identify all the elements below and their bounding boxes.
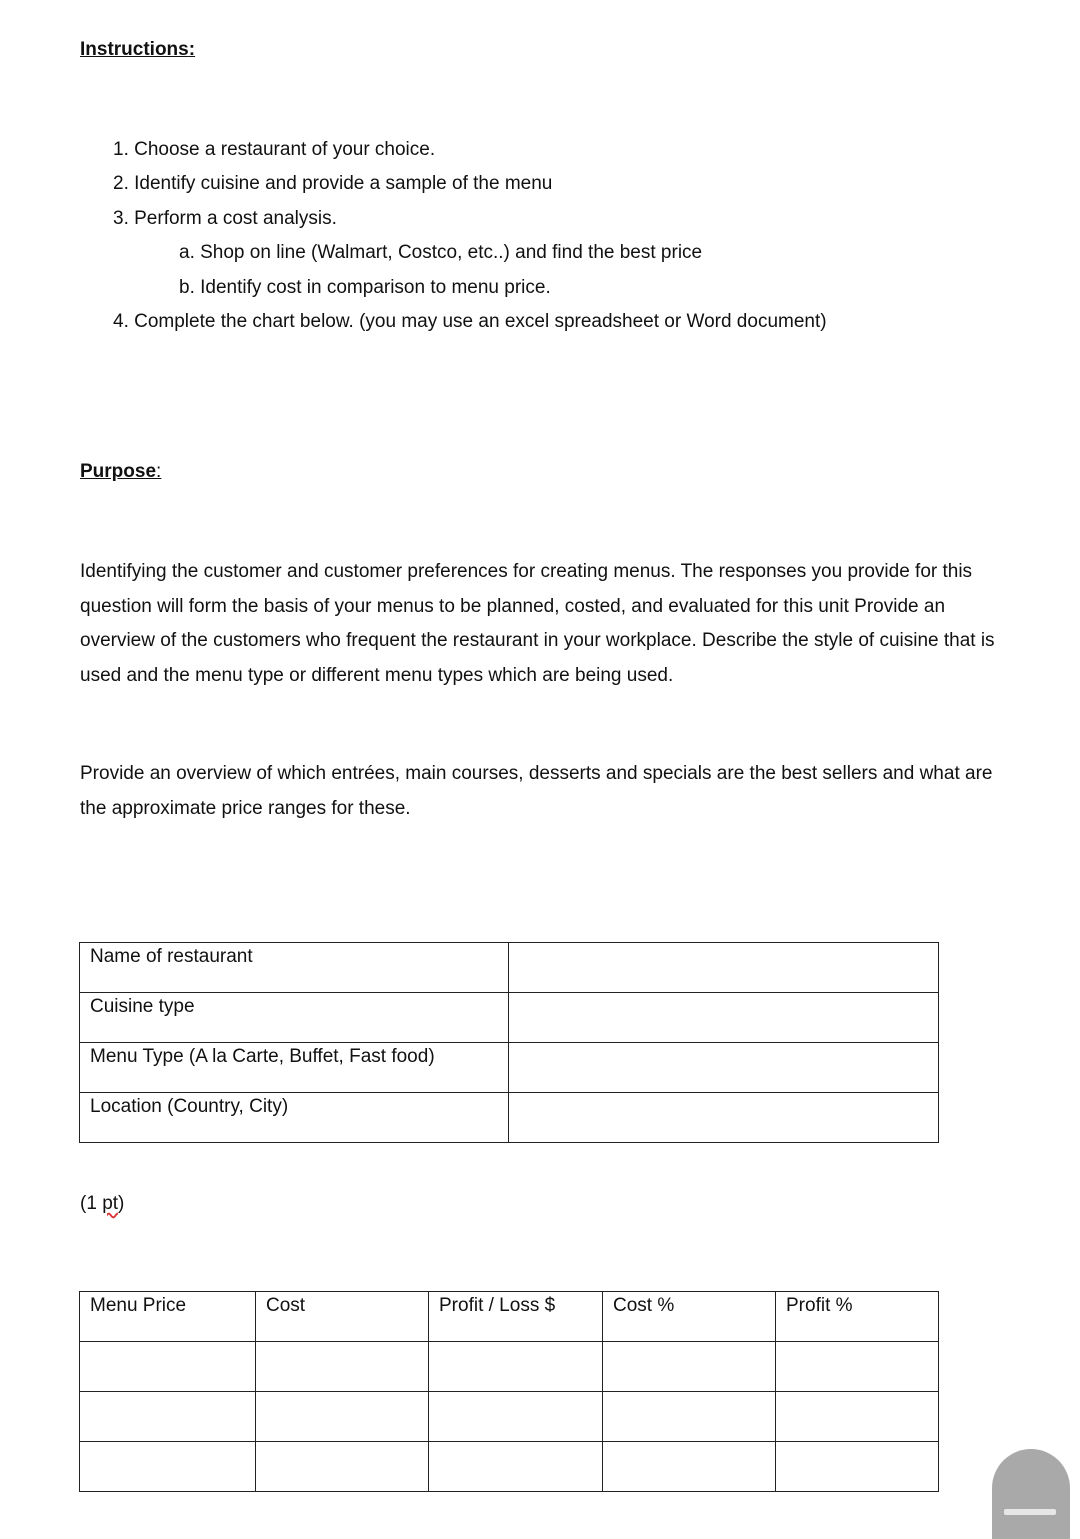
points-open: (1 (80, 1193, 103, 1214)
instructions-heading-colon: : (188, 39, 196, 60)
info-row-menu-type (80, 1043, 939, 1093)
instruction-item-4: 4. Complete the chart below. (you may use an excel spreadsheet or Word document) (113, 311, 827, 332)
info-value-cell[interactable] (509, 1043, 939, 1093)
info-value-cell[interactable] (509, 993, 939, 1043)
instruction-item-2: 2. Identify cuisine and provide a sample of the menu (113, 173, 553, 194)
header-cost: Cost (256, 1292, 429, 1342)
info-label-cell: Cuisine type (80, 993, 509, 1043)
table-cell[interactable] (429, 1392, 603, 1442)
info-label-cell: Menu Type (A la Carte, Buffet, Fast food) (80, 1043, 509, 1093)
table-cell[interactable] (776, 1342, 939, 1392)
purpose-paragraph-1-text: Identifying the customer and customer preferences for creating menus. The responses you provide for this question will form the basis of your menus to be planned, costed, and evaluated for this unit Provide an overview of the customers who frequent the restaurant in your workplace. Describe the style of cuisine that is used and the menu type or different menu types which are being used. (80, 561, 995, 686)
table-cell[interactable] (776, 1442, 939, 1492)
table-cell[interactable] (429, 1342, 603, 1392)
table-cell[interactable] (256, 1442, 429, 1492)
purpose-paragraph-2 (80, 757, 1010, 826)
handle-bar-icon (1004, 1509, 1056, 1515)
instructions-heading (80, 39, 195, 61)
table-cell[interactable] (429, 1442, 603, 1492)
points-label (80, 1193, 124, 1215)
header-profit-percent: Profit % (776, 1292, 939, 1342)
table-cell[interactable] (603, 1392, 776, 1442)
info-row-name (80, 943, 939, 993)
purpose-heading (80, 461, 161, 483)
header-menu-price: Menu Price (80, 1292, 256, 1342)
table-cell[interactable] (80, 1442, 256, 1492)
table-cell[interactable] (256, 1392, 429, 1442)
instruction-subitem-a: a. Shop on line (Walmart, Costco, etc..) and find the best price (179, 242, 703, 263)
instructions-heading-text: Instructions (80, 39, 189, 60)
instruction-subitem-b: b. Identify cost in comparison to menu price. (179, 277, 551, 298)
info-value-cell[interactable] (509, 943, 939, 993)
restaurant-info-table (79, 942, 939, 1143)
purpose-heading-colon: : (156, 461, 162, 482)
cost-row (80, 1392, 939, 1442)
info-row-cuisine (80, 993, 939, 1043)
purpose-heading-text: Purpose (80, 461, 157, 482)
cost-row (80, 1442, 939, 1492)
instruction-item-1: 1. Choose a restaurant of your choice. (113, 139, 436, 160)
points-close: ) (118, 1193, 125, 1214)
cost-analysis-table (79, 1291, 939, 1492)
cost-header-row (80, 1292, 939, 1342)
info-row-location (80, 1093, 939, 1143)
table-cell[interactable] (80, 1342, 256, 1392)
purpose-paragraph-2-text: Provide an overview of which entrées, main courses, desserts and specials are the best sellers and what are the approximate price ranges for these. (80, 763, 993, 819)
table-cell[interactable] (603, 1442, 776, 1492)
table-cell[interactable] (256, 1342, 429, 1392)
table-cell[interactable] (603, 1342, 776, 1392)
header-profit-loss: Profit / Loss $ (429, 1292, 603, 1342)
table-cell[interactable] (80, 1392, 256, 1442)
info-label-cell: Name of restaurant (80, 943, 509, 993)
info-label-cell: Location (Country, City) (80, 1093, 509, 1143)
instruction-item-3: 3. Perform a cost analysis. (113, 208, 337, 229)
purpose-paragraph-1 (80, 555, 1010, 693)
header-cost-percent: Cost % (603, 1292, 776, 1342)
table-cell[interactable] (776, 1392, 939, 1442)
points-word: pt (102, 1193, 119, 1214)
cost-row (80, 1342, 939, 1392)
scroll-handle-button[interactable] (992, 1449, 1070, 1539)
info-value-cell[interactable] (509, 1093, 939, 1143)
